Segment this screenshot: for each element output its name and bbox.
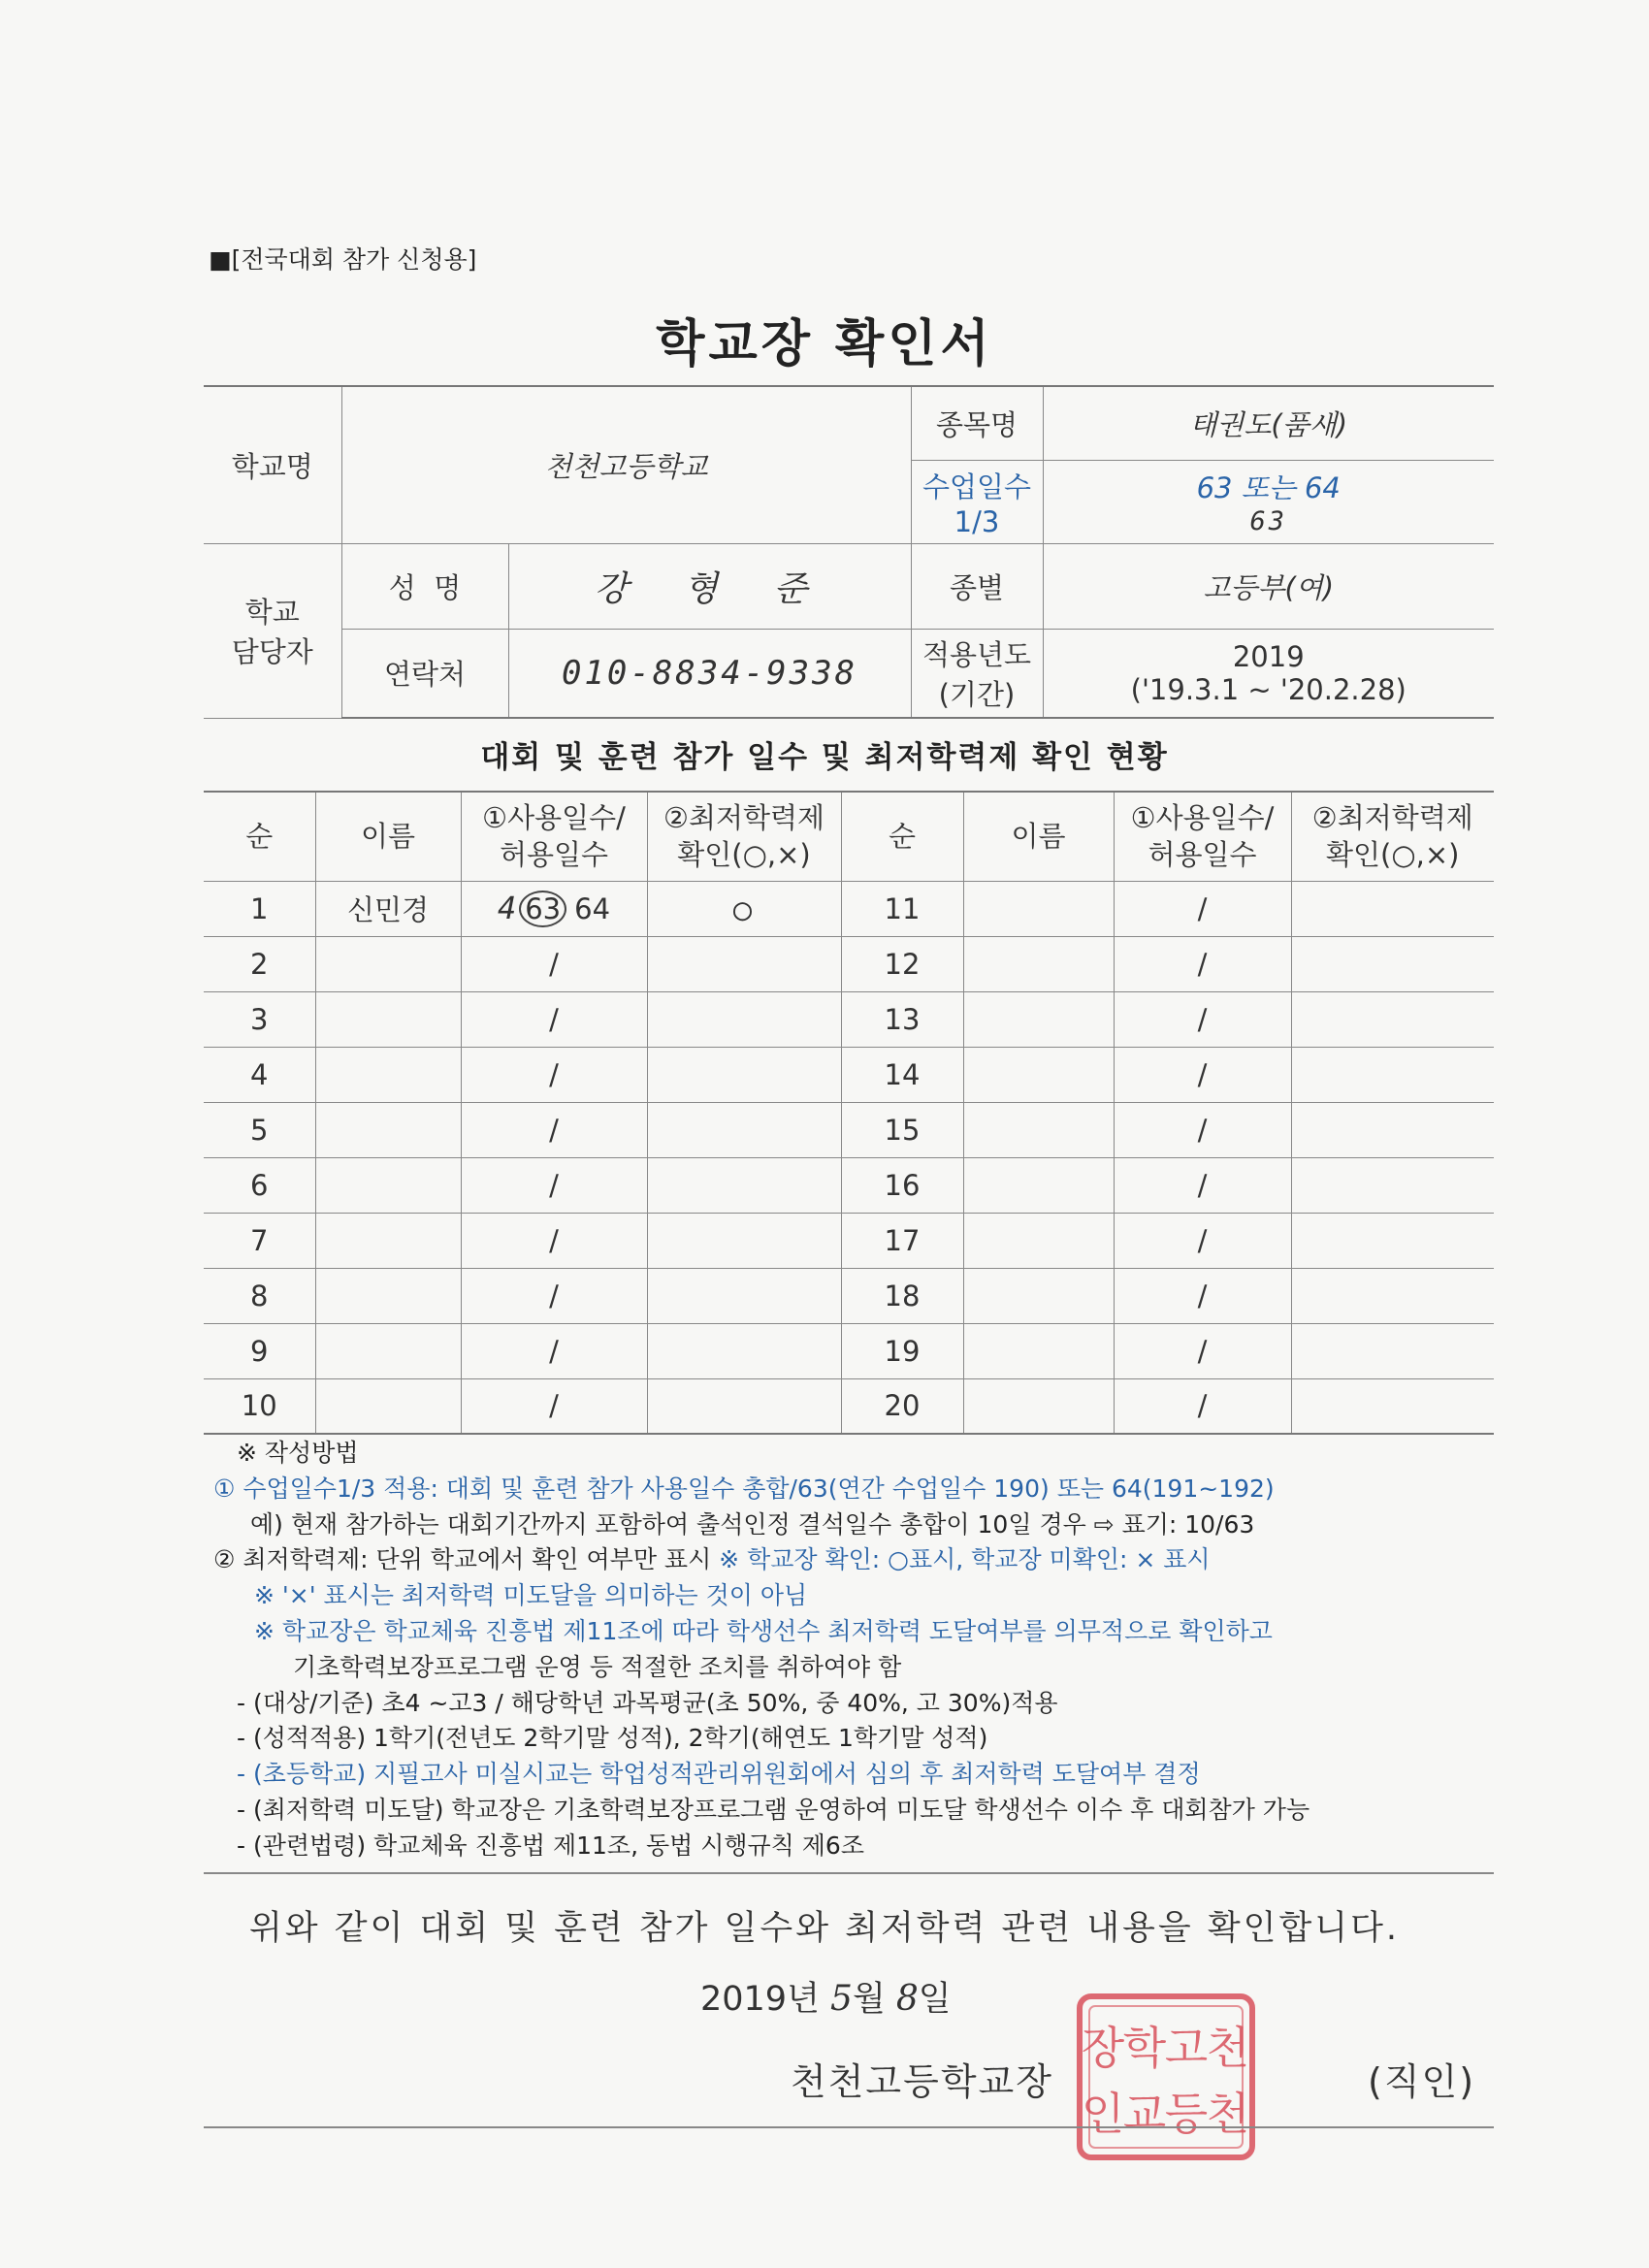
row-name-right [963,1157,1114,1213]
row-no: 8 [204,1268,315,1323]
row-no: 10 [204,1378,315,1434]
class-days-value: 63 또는 64 [1196,471,1341,504]
manager-label [204,543,341,718]
row-name-right [963,991,1114,1047]
row-check [647,1102,841,1157]
row-check [647,1323,841,1378]
note-2a: ② 최저학력제: 단위 학교에서 확인 여부만 표시 [213,1545,720,1574]
row-days-right: / [1114,1323,1291,1378]
seal-char: 교 [1122,2088,1167,2140]
year-label-2: (기간) [938,677,1016,711]
row-days: / [461,1157,647,1213]
table-row [204,1323,1494,1378]
row-check [647,1378,841,1434]
class-days-label [911,460,1043,543]
detail-2: - (성적적용) 1학기(전년도 2학기말 성적), 2학기(해연도 1학기말 성적) [237,1724,988,1753]
note-4b: 기초학력보장프로그램 운영 등 적절한 조치를 취하여야 함 [293,1652,902,1681]
row-name-right [963,1213,1114,1268]
row-name-right [963,1323,1114,1378]
seal-char: 인 [1081,2088,1125,2140]
section-title: 대회 및 훈련 참가 일수 및 최저학력제 확인 현황 [480,740,1169,775]
header-days-right [1114,792,1291,881]
row-check-right [1291,1378,1494,1434]
header-check-right-2: 확인(○,×) [1326,838,1460,872]
row-name [315,1268,461,1323]
row-name [315,1378,461,1434]
detail-3: - (초등학교) 지필고사 미실시교는 학업성적관리위원회에서 심의 후 최저학력 도달여부 결정 [237,1760,1201,1789]
row-no-right: 17 [841,1213,963,1268]
header-no-right: 순 [841,792,963,881]
manager-label-1: 학교 [244,596,300,629]
date-year: 2019년 [700,1980,820,2019]
row-days [461,881,647,936]
row-days: / [461,1378,647,1434]
instructions [213,1436,1504,1864]
seal-char: 학 [1122,2022,1167,2074]
row-days-right: / [1114,1378,1291,1434]
row-no-right: 18 [841,1268,963,1323]
row-days: / [461,991,647,1047]
row-no-right: 12 [841,936,963,991]
row-name-right [963,1268,1114,1323]
row-days: / [461,1047,647,1102]
row-days-right: / [1114,1213,1291,1268]
division-value: 고등부(여) [1043,543,1494,629]
row-no-right: 20 [841,1378,963,1434]
class-days-value-cell [1043,460,1494,543]
row-days: / [461,1102,647,1157]
header-no: 순 [204,792,315,881]
year-value-cell [1043,629,1494,718]
divider-top [204,1872,1494,1874]
row-no-right: 15 [841,1102,963,1157]
row-no-right: 11 [841,881,963,936]
row-check-right [1291,881,1494,936]
principal-name: 천천고등학교장 [791,2060,1053,2103]
row-days-right: / [1114,991,1291,1047]
confirm-statement: 위와 같이 대회 및 훈련 참가 일수와 최저학력 관련 내용을 확인합니다. [248,1909,1401,1948]
row-name [315,1157,461,1213]
row-name-right [963,881,1114,936]
row-days: / [461,1268,647,1323]
header-days-2: 허용일수 [499,838,609,872]
row-check-right [1291,991,1494,1047]
table-row [204,936,1494,991]
year-value: 2019 [1232,639,1305,673]
row-check [647,1268,841,1323]
header-days [461,792,647,881]
manager-label-2: 담당자 [231,635,313,668]
row-name-right [963,1047,1114,1102]
seal-label: (직인) [1368,2060,1476,2103]
period-value: ('19.3.1 ~ '20.2.28) [1130,672,1406,706]
detail-5: - (관련법령) 학교체육 진흥법 제11조, 동법 시행규칙 제6조 [237,1831,864,1860]
table-row [204,1213,1494,1268]
table-row [204,1268,1494,1323]
table-row [204,991,1494,1047]
row-check [647,991,841,1047]
row-days-right: / [1114,1102,1291,1157]
table-row [204,881,1494,936]
table-header-row [204,792,1494,881]
contact-value: 010-8834-9338 [508,629,911,718]
row-no-right: 16 [841,1157,963,1213]
row-check-right [1291,936,1494,991]
row-no: 1 [204,881,315,936]
row-days-right: / [1114,1047,1291,1102]
header-check-right-1: ②최저학력제 [1311,801,1473,835]
header-name: 이름 [315,792,461,881]
row-check-right [1291,1047,1494,1102]
table-row [204,1047,1494,1102]
class-days-label-2: 1/3 [954,504,1000,538]
seal-char: 천 [1206,2022,1250,2074]
row-check-right [1291,1102,1494,1157]
date-month-label: 월 [852,1980,886,2019]
detail-1: - (대상/기준) 초4 ~고3 / 해당학년 과목평균(초 50%, 중 40%, 고 30%)적용 [237,1688,1058,1717]
row-name: 신민경 [315,881,461,936]
year-label-1: 적용년도 [922,637,1032,671]
row-name [315,1323,461,1378]
row-no: 9 [204,1323,315,1378]
row-no: 2 [204,936,315,991]
seal-char: 등 [1164,2088,1209,2140]
date-day: 8 [895,1979,919,2019]
official-seal-stamp [1074,1991,1258,2163]
header-check [647,792,841,881]
days-allowed-circled: 63 [519,891,566,927]
row-days: / [461,936,647,991]
row-no: 4 [204,1047,315,1102]
header-days-right-2: 허용일수 [1148,838,1257,872]
note-3: ※ '×' 표시는 최저학력 미도달을 의미하는 것이 아님 [254,1581,808,1610]
row-no-right: 14 [841,1047,963,1102]
row-name-right [963,1378,1114,1434]
table-row [204,1157,1494,1213]
note-2b: ※ 학교장 확인: ○표시, 학교장 미확인: × 표시 [719,1545,1211,1574]
year-label [911,629,1043,718]
row-name [315,936,461,991]
row-no-right: 13 [841,991,963,1047]
header-check-2: 확인(○,×) [677,838,811,872]
row-check-right [1291,1213,1494,1268]
days-alt: 64 [574,892,611,925]
table-row [204,1102,1494,1157]
note-1b: 예) 현재 참가하는 대회기간까지 포함하여 출석인정 결석일수 총합이 10일 경우 ⇨ 표기: 10/63 [250,1509,1255,1539]
header-days-right-1: ①사용일수/ [1130,801,1275,835]
row-days-right: / [1114,881,1291,936]
event-value: 태권도(품새) [1043,386,1494,460]
name-value: 강 형 준 [508,543,911,629]
row-check [647,1047,841,1102]
name-label: 성 명 [341,543,508,629]
division-label: 종별 [911,543,1043,629]
date-day-label: 일 [918,1980,952,2019]
school-label: 학교명 [204,386,341,543]
row-check: ○ [647,881,841,936]
form-tag: ■[전국대회 참가 신청용] [209,245,477,274]
header-days-1: ①사용일수/ [482,801,626,835]
table-row [204,1378,1494,1434]
page-title: 학교장 확인서 [656,315,993,373]
row-check-right [1291,1268,1494,1323]
row-name [315,1102,461,1157]
row-no: 5 [204,1102,315,1157]
note-1: ① 수업일수1/3 적용: 대회 및 훈련 참가 사용일수 총합/63(연간 수업일수 190) 또는 64(191~192) [213,1474,1275,1503]
row-days: / [461,1213,647,1268]
row-days-right: / [1114,1157,1291,1213]
days-used-hand: 4 [497,890,520,926]
row-no: 7 [204,1213,315,1268]
participants-table [204,791,1494,1435]
school-value: 천천고등학교 [341,386,911,543]
row-check-right [1291,1323,1494,1378]
row-name [315,1213,461,1268]
header-name-right: 이름 [963,792,1114,881]
row-name-right [963,1102,1114,1157]
seal-char: 장 [1081,2022,1125,2074]
detail-4: - (최저학력 미도달) 학교장은 기초학력보장프로그램 운영하여 미도달 학생선수 이수 후 대회참가 가능 [237,1795,1310,1824]
row-days-right: / [1114,936,1291,991]
row-name [315,1047,461,1102]
header-check-1: ②최저학력제 [663,801,825,835]
row-check [647,1213,841,1268]
header-check-right [1291,792,1494,881]
row-name [315,991,461,1047]
info-table [204,385,1494,719]
row-check [647,1157,841,1213]
class-days-hand: 63 [1249,506,1287,536]
seal-char: 천 [1206,2088,1250,2140]
contact-label: 연락처 [341,629,508,718]
notes-heading: ※ 작성방법 [237,1439,359,1467]
row-no: 3 [204,991,315,1047]
row-check [647,936,841,991]
row-no: 6 [204,1157,315,1213]
row-days-right: / [1114,1268,1291,1323]
row-no-right: 19 [841,1323,963,1378]
note-2 [213,1542,1504,1578]
seal-char: 고 [1164,2022,1209,2074]
note-4: ※ 학교장은 학교체육 진흥법 제11조에 따라 학생선수 최저학력 도달여부를 의무적으로 확인하고 [254,1616,1273,1645]
event-label: 종목명 [911,386,1043,460]
divider-bottom [204,2126,1494,2128]
issue-date [700,1972,952,2021]
class-days-label-1: 수업일수 [922,470,1032,503]
row-name-right [963,936,1114,991]
row-check-right [1291,1157,1494,1213]
row-days: / [461,1323,647,1378]
date-month: 5 [830,1979,853,2019]
